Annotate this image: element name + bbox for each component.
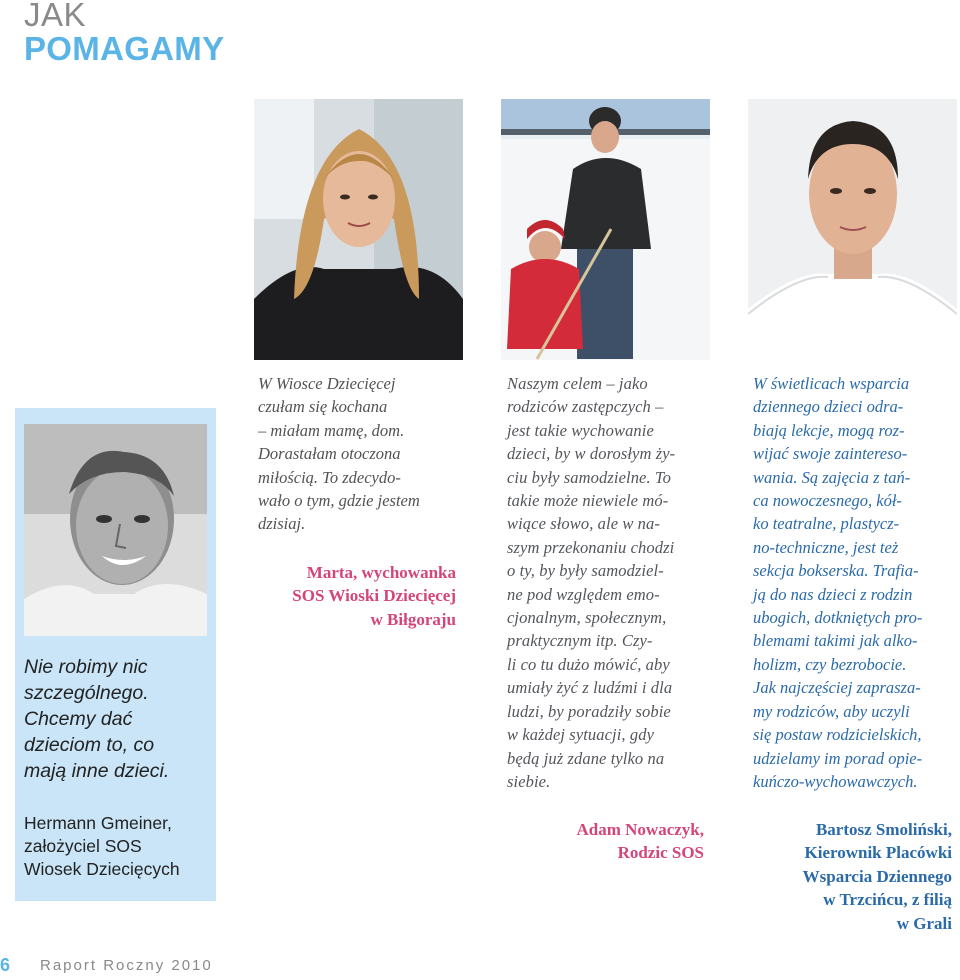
quote-line: jest takie wychowanie (507, 420, 654, 440)
quote-line: biają lekcje, mogą roz- (753, 420, 905, 440)
quote-line: blemami takimi jak alko- (753, 631, 918, 651)
attribution-line: Bartosz Smoliński, (815, 820, 952, 839)
quote-line: cjonalnym, społecznym, (507, 608, 667, 628)
attribution-line: Wiosek Dziecięcych (24, 859, 180, 879)
quote-line: w każdej sytuacji, gdy (507, 725, 655, 745)
attribution-line: w Biłgoraju (370, 609, 456, 629)
attribution-line: Kierownik Placówki (804, 843, 952, 863)
portrait-photo-icon (748, 99, 957, 360)
attribution-line: założyciel SOS (24, 836, 142, 856)
attribution-line: Rodzic SOS (617, 843, 704, 863)
quote-line: praktycznym itp. Czy- (507, 631, 653, 651)
quote-line: o ty, by były samodziel- (507, 561, 664, 581)
quote-line: wało o tym, gdzie jestem (258, 491, 420, 511)
portrait-photo-icon (24, 424, 207, 636)
quote-line: no-techniczne, jest też (753, 537, 899, 557)
attribution-line: Adam Nowaczyk, (576, 820, 704, 839)
quote-line: Nie robimy nic (24, 656, 148, 678)
quote-line: ludzi, by poradziły sobie (507, 701, 671, 721)
quote-line: ko teatralne, plastycz- (753, 514, 900, 534)
quote-line: sekcja bokserska. Trafia- (753, 561, 919, 581)
adam-quote (507, 372, 715, 793)
quote-line: ubogich, dotkniętych pro- (753, 608, 923, 628)
bartosz-photo (748, 99, 957, 360)
family-photo-icon (501, 99, 710, 360)
quote-line: – miałam mamę, dom. (258, 420, 405, 440)
quote-line: dzisiaj. (258, 514, 306, 534)
bartosz-quote (753, 372, 959, 793)
marta-photo (254, 99, 463, 360)
quote-line: dzieci, by w dorosłym ży- (507, 444, 676, 464)
quote-line: szym przekonaniu chodzi (507, 537, 675, 557)
page-title-line1: JAK (24, 0, 87, 33)
quote-line: my rodziców, aby uczyli (753, 701, 910, 721)
quote-line: szczególnego. (24, 682, 149, 704)
adam-photo (501, 99, 710, 360)
quote-line: siebie. (507, 771, 551, 791)
gmeiner-quote (24, 654, 214, 784)
quote-line: W świetlicach wsparcia (753, 374, 910, 393)
quote-line: Jak najczęściej zaprasza- (753, 678, 921, 698)
marta-quote (258, 372, 463, 536)
quote-line: Dorastałam otoczona (258, 444, 401, 464)
quote-line: W Wiosce Dziecięcej (258, 374, 396, 393)
quote-line: mają inne dzieci. (24, 760, 170, 782)
quote-line: Naszym celem – jako (507, 374, 648, 393)
quote-line: udzielamy im porad opie- (753, 748, 923, 768)
quote-line: dziennego dzieci odra- (753, 397, 904, 417)
attribution-line: w Grali (896, 913, 952, 933)
quote-line: dzieciom to, co (24, 734, 155, 756)
quote-line: umiały żyć z ludźmi i dla (507, 678, 673, 698)
quote-line: ca nowoczesnego, kół- (753, 491, 902, 511)
quote-line: holizm, czy bezrobocie. (753, 654, 907, 674)
gmeiner-attribution (24, 812, 214, 881)
gmeiner-photo (24, 424, 207, 636)
quote-line: kuńczo-wychowawczych. (753, 771, 918, 791)
page-number: 6 (0, 955, 11, 975)
quote-line: ją do nas dzieci z rodzin (753, 584, 913, 604)
quote-line: wania. Są zajęcia z tań- (753, 467, 911, 487)
quote-line: się postaw rodzicielskich, (753, 725, 922, 745)
attribution-line: Wsparcia Dziennego (802, 866, 952, 886)
report-title-footer: Raport Roczny 2010 (40, 957, 213, 974)
quote-line: takie może niewiele mó- (507, 491, 669, 511)
quote-line: rodziców zastępczych – (507, 397, 664, 417)
quote-line: wiące słowo, ale w na- (507, 514, 660, 534)
quote-line: ne pod względem emo- (507, 584, 660, 604)
attribution-line: SOS Wioski Dziecięcej (292, 586, 456, 606)
attribution-line: Hermann Gmeiner, (24, 813, 172, 833)
quote-line: Chcemy dać (24, 708, 133, 730)
bartosz-attribution (752, 818, 952, 935)
quote-line: miłością. To zdecydo- (258, 467, 401, 487)
quote-line: wijać swoje zaintereso- (753, 444, 908, 464)
attribution-line: Marta, wychowanka (306, 563, 456, 582)
page-title-line2: POMAGAMY (24, 30, 225, 67)
quote-line: czułam się kochana (258, 397, 388, 417)
quote-line: ciu były samodzielne. To (507, 467, 672, 487)
quote-line: li co tu dużo mówić, aby (507, 654, 670, 674)
quote-line: będą już zdane tylko na (507, 748, 665, 768)
adam-attribution (540, 818, 704, 865)
marta-attribution (258, 561, 456, 631)
attribution-line: w Trzcińcu, z filią (823, 890, 952, 910)
portrait-photo-icon (254, 99, 463, 360)
